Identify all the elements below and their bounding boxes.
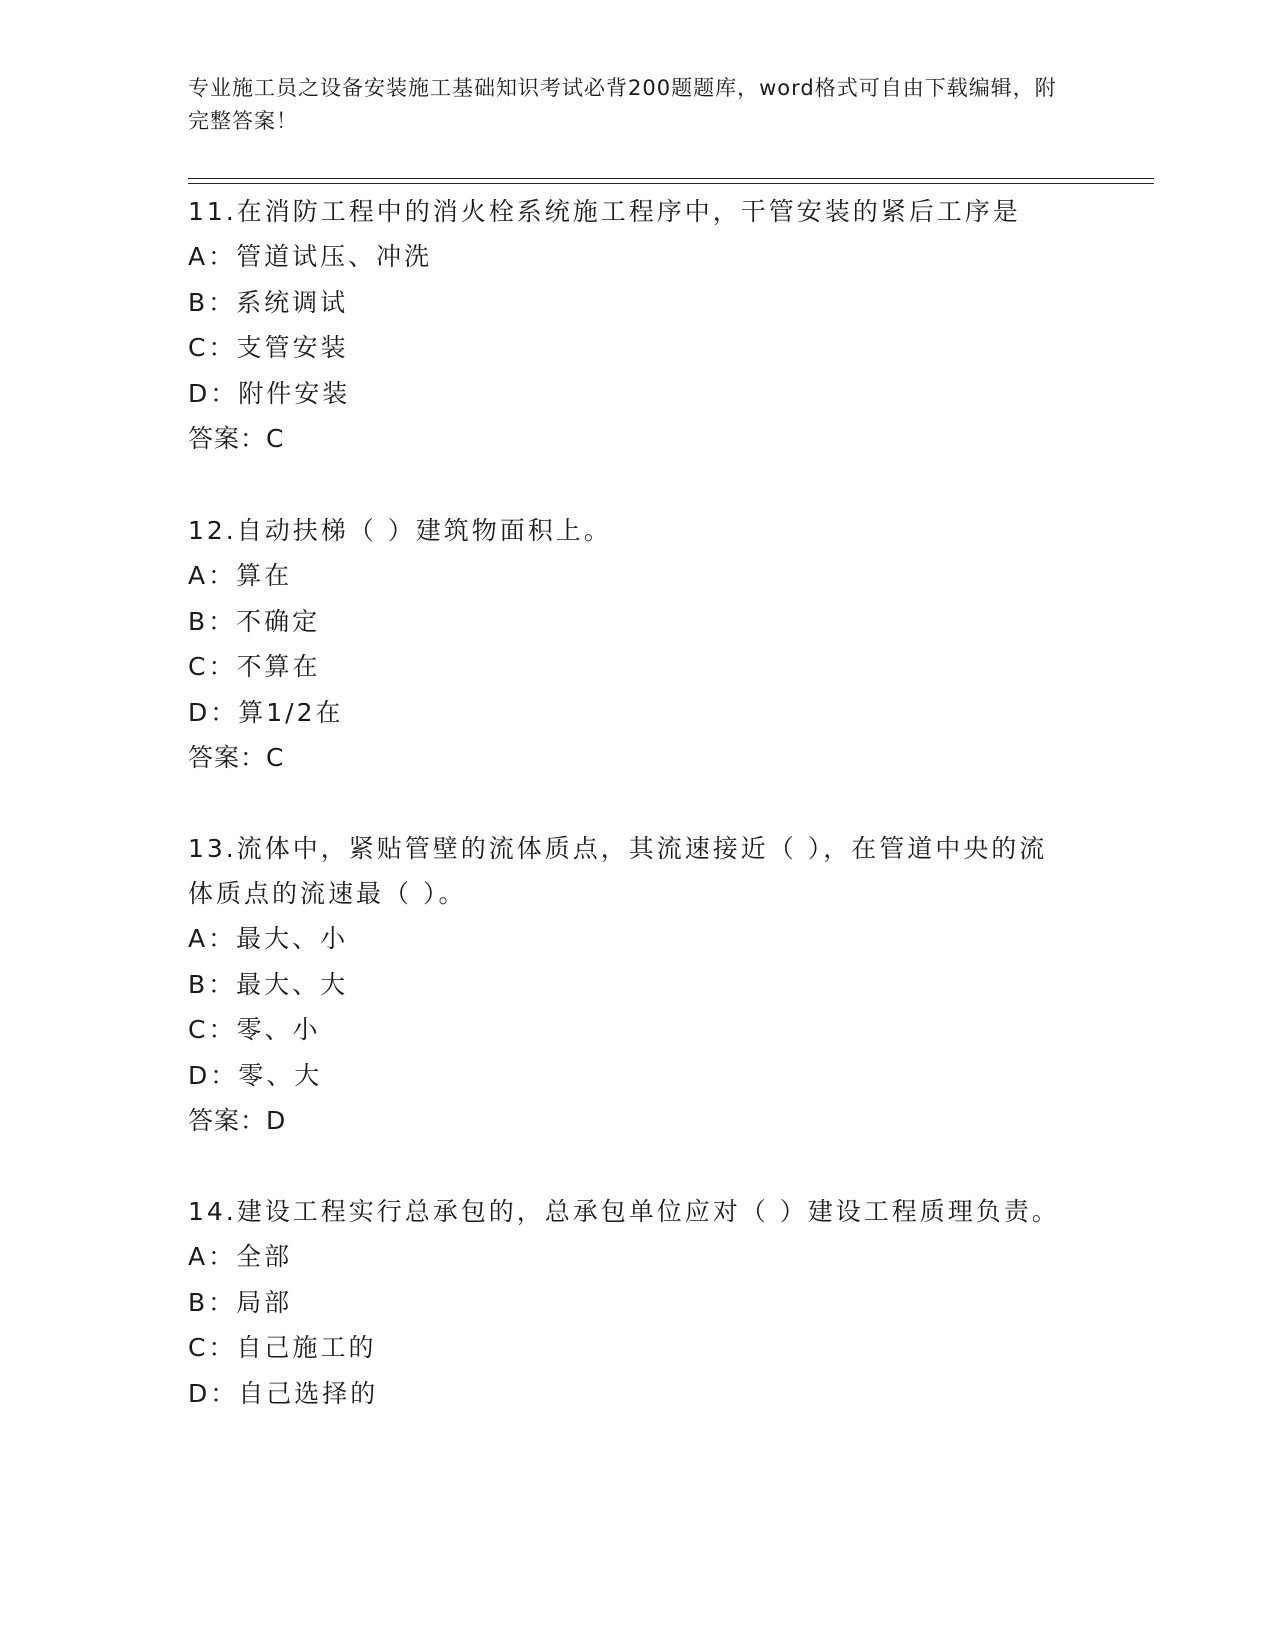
question-14 xyxy=(188,1189,1068,1416)
option-a: A：管道试压、冲洗 xyxy=(188,242,433,271)
option-b: B：不确定 xyxy=(188,606,321,636)
option-d: D：算1/2在 xyxy=(188,697,344,727)
question-stem: 12.自动扶梯（ ）建筑物面积上。 xyxy=(188,516,612,545)
option-d: D：零、大 xyxy=(188,1060,323,1090)
option-c: C：自己施工的 xyxy=(188,1333,377,1362)
option-c: C：支管安装 xyxy=(188,333,349,362)
header-divider xyxy=(188,178,1154,179)
option-d: D：附件安装 xyxy=(188,378,351,408)
question-stem: 14.建设工程实行总承包的，总承包单位应对（ ）建设工程质理负责。 xyxy=(188,1197,1060,1226)
question-11 xyxy=(188,189,1068,461)
option-b: B：系统调试 xyxy=(188,287,349,317)
option-d: D：自己选择的 xyxy=(188,1378,379,1408)
question-stem: 11.在消防工程中的消火栓系统施工程序中，干管安装的紧后工序是 xyxy=(188,197,1021,226)
answer: 答案：C xyxy=(188,743,285,772)
question-13 xyxy=(188,826,1068,1143)
header-divider xyxy=(188,183,1154,184)
option-a: A：全部 xyxy=(188,1242,293,1271)
question-stem: 13.流体中，紧贴管壁的流体质点，其流速接近（ ），在管道中央的流体质点的流速最（ ）。 xyxy=(188,834,1048,908)
question-12 xyxy=(188,508,1068,780)
option-a: A：算在 xyxy=(188,561,293,590)
answer: 答案：D xyxy=(188,1106,287,1135)
answer: 答案：C xyxy=(188,424,285,453)
option-b: B：最大、大 xyxy=(188,969,349,999)
option-a: A：最大、小 xyxy=(188,924,349,953)
option-b: B：局部 xyxy=(188,1287,293,1317)
option-c: C：不算在 xyxy=(188,652,321,681)
option-c: C：零、小 xyxy=(188,1015,321,1044)
document-header: 专业施工员之设备安装施工基础知识考试必背200题题库，word格式可自由下载编辑，附完整答案！ xyxy=(188,76,1057,133)
